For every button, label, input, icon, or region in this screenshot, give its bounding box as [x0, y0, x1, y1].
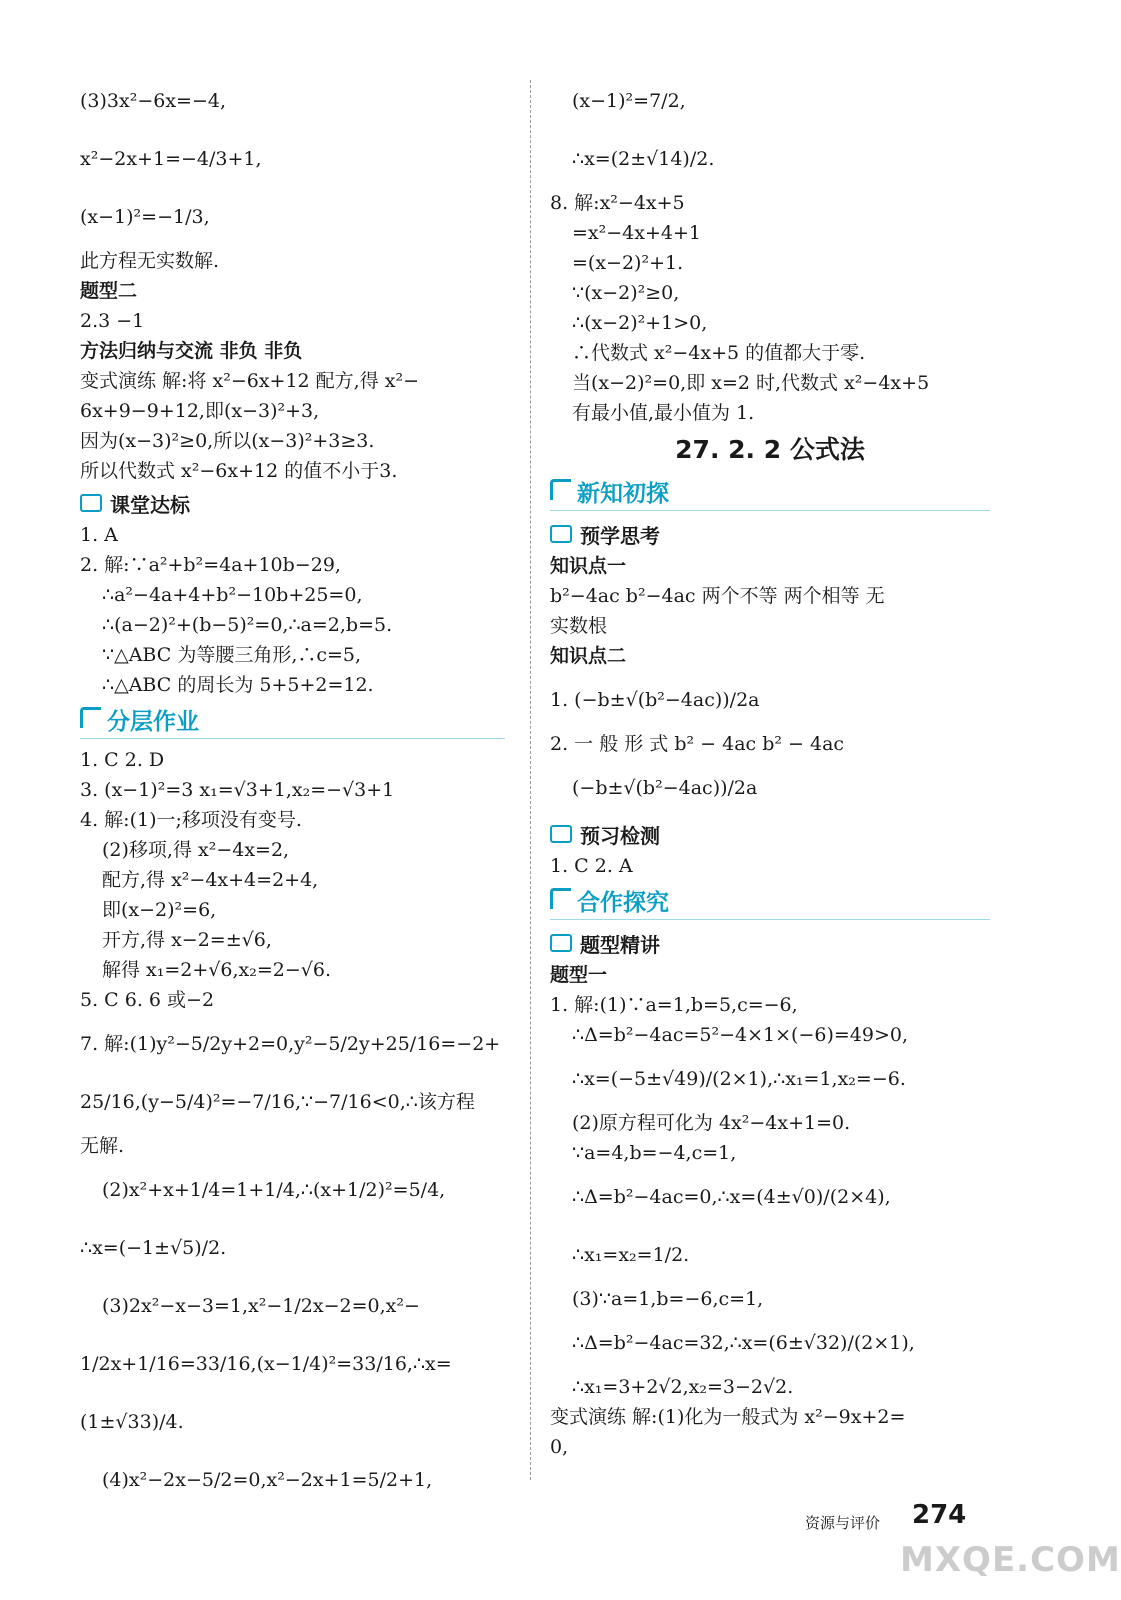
text-line: (4)x²−2x−5/2=0,x²−2x+1=5/2+1,: [102, 1469, 433, 1491]
text-line: 1. (−b±√(b²−4ac))/2a: [550, 689, 760, 711]
text-line: 所以代数式 x²−6x+12 的值不小于3.: [80, 460, 398, 482]
text-line: (1±√33)/4.: [80, 1411, 184, 1433]
text-line: ∵a=4,b=−4,c=1,: [572, 1142, 737, 1164]
section-arrow-icon: [550, 888, 571, 909]
knowledge-point-heading: 知识点二: [550, 645, 627, 667]
section-title: 27. 2. 2 公式法: [675, 435, 865, 464]
text-line: 变式演练 解:将 x²−6x+12 配方,得 x²−: [80, 370, 420, 392]
text-line: ∴x=(−1±√5)/2.: [80, 1237, 227, 1259]
pencil-icon: [550, 825, 572, 843]
text-line: (3)2x²−x−3=1,x²−1/2x−2=0,x²−: [102, 1295, 420, 1317]
text-line: 6x+9−9+12,即(x−3)²+3,: [80, 400, 320, 422]
text-line: 1. C 2. A: [550, 855, 633, 877]
text-line: 2. 解:∵a²+b²=4a+10b−29,: [80, 554, 341, 576]
book-icon: [80, 494, 102, 512]
text-line: 3. (x−1)²=3 x₁=√3+1,x₂=−√3+1: [80, 779, 395, 801]
text-line: 25/16,(y−5/4)²=−7/16,∵−7/16<0,∴该方程: [80, 1091, 475, 1113]
text-line: (x−1)²=−1/3,: [80, 206, 210, 228]
text-line: 5. C 6. 6 或−2: [80, 989, 215, 1011]
text-line: 2. 一 般 形 式 b² − 4ac b² − 4ac: [550, 733, 845, 755]
text-line: ∴Δ=b²−4ac=32,∴x=(6±√32)/(2×1),: [572, 1332, 915, 1354]
subsection-ketang: [80, 486, 505, 520]
left-column: [80, 72, 505, 1509]
section-label: 分层作业: [107, 709, 199, 735]
section-label: 合作探究: [577, 890, 669, 916]
text-line: ∴x=(−5±√49)/(2×1),∴x₁=1,x₂=−6.: [572, 1068, 906, 1090]
text-line: 变式演练 解:(1)化为一般式为 x²−9x+2=: [550, 1406, 906, 1428]
text-line: ∴x₁=3+2√2,x₂=3−2√2.: [572, 1376, 794, 1398]
text-line: ∴x=(2±√14)/2.: [572, 148, 715, 170]
text-line: (x−1)²=7/2,: [572, 90, 686, 112]
footer-label: 资源与评价: [805, 1514, 881, 1532]
text-line: (3)3x²−6x=−4,: [80, 90, 227, 112]
text-line: ∴x₁=x₂=1/2.: [572, 1244, 690, 1266]
subsection-label: 预学思考: [580, 523, 660, 548]
text-line: ∴△ABC 的周长为 5+5+2=12.: [102, 674, 374, 696]
section-arrow-icon: [80, 707, 101, 728]
text-line: ∵(x−2)²≥0,: [572, 282, 680, 304]
text-line: ∴(x−2)²+1>0,: [572, 312, 708, 334]
text-line: 1/2x+1/16=33/16,(x−1/4)²=33/16,∴x=: [80, 1353, 452, 1375]
hand-icon: [550, 934, 572, 952]
subsection-yuxi: [550, 817, 990, 851]
text-line: =(x−2)²+1.: [572, 252, 684, 274]
text-line: ∴Δ=b²−4ac=5²−4×1×(−6)=49>0,: [572, 1024, 909, 1046]
section-hezuo: [550, 885, 990, 920]
section-label: 新知初探: [577, 481, 669, 507]
text-line: 8. 解:x²−4x+5: [550, 192, 685, 214]
text-line: ∴a²−4a+4+b²−10b+25=0,: [102, 584, 363, 606]
text-line: b²−4ac b²−4ac 两个不等 两个相等 无: [550, 585, 885, 607]
subsection-tixing: [550, 926, 990, 960]
person-icon: [550, 525, 572, 543]
text-line: 实数根: [550, 615, 608, 637]
text-line: x²−2x+1=−4/3+1,: [80, 148, 262, 170]
text-line: 无解.: [80, 1135, 125, 1157]
text-line: 即(x−2)²=6,: [102, 899, 217, 921]
page-number: 274: [912, 1500, 967, 1530]
type-heading: 题型二: [80, 280, 138, 302]
type-heading: 题型一: [550, 964, 608, 986]
text-line: 因为(x−3)²≥0,所以(x−3)²+3≥3.: [80, 430, 375, 452]
text-line: 1. 解:(1)∵a=1,b=5,c=−6,: [550, 994, 798, 1016]
section-xinzhi: [550, 476, 990, 511]
text-line: ∴(a−2)²+(b−5)²=0,∴a=2,b=5.: [102, 614, 393, 636]
text-line: 开方,得 x−2=±√6,: [102, 929, 272, 951]
text-line: 4. 解:(1)一;移项没有变号.: [80, 809, 302, 831]
text-line: 解得 x₁=2+√6,x₂=2−√6.: [102, 959, 332, 981]
section-arrow-icon: [550, 479, 571, 500]
text-line: (2)x²+x+1/4=1+1/4,∴(x+1/2)²=5/4,: [102, 1179, 446, 1201]
text-line: 有最小值,最小值为 1.: [572, 402, 755, 424]
subsection-label: 课堂达标: [110, 492, 190, 517]
text-line: 2.3 −1: [80, 310, 145, 332]
text-line: (3)∵a=1,b=−6,c=1,: [572, 1288, 764, 1310]
subsection-label: 题型精讲: [580, 932, 660, 957]
text-line: 此方程无实数解.: [80, 250, 220, 272]
text-line: (2)原方程可化为 4x²−4x+1=0.: [572, 1112, 851, 1134]
text-line: 方法归纳与交流 非负 非负: [80, 340, 303, 362]
text-line: 1. C 2. D: [80, 749, 165, 771]
section-fenceng: [80, 704, 505, 739]
subsection-label: 预习检测: [580, 823, 660, 848]
right-column: [550, 72, 990, 1462]
subsection-yuxue: [550, 517, 990, 551]
text-line: 7. 解:(1)y²−5/2y+2=0,y²−5/2y+25/16=−2+: [80, 1033, 501, 1055]
text-line: =x²−4x+4+1: [572, 222, 701, 244]
text-line: 当(x−2)²=0,即 x=2 时,代数式 x²−4x+5: [572, 372, 930, 394]
text-line: 1. A: [80, 524, 118, 546]
text-line: (2)移项,得 x²−4x=2,: [102, 839, 290, 861]
text-line: ∵△ABC 为等腰三角形,∴c=5,: [102, 644, 362, 666]
knowledge-point-heading: 知识点一: [550, 555, 627, 577]
text-line: ∴Δ=b²−4ac=0,∴x=(4±√0)/(2×4),: [572, 1186, 891, 1208]
text-line: 0,: [550, 1436, 569, 1458]
column-divider: [530, 80, 531, 1480]
watermark: MXQE.COM: [900, 1540, 1121, 1580]
text-line: ∴代数式 x²−4x+5 的值都大于零.: [572, 342, 866, 364]
text-line: 配方,得 x²−4x+4=2+4,: [102, 869, 319, 891]
text-line: (−b±√(b²−4ac))/2a: [572, 777, 758, 799]
